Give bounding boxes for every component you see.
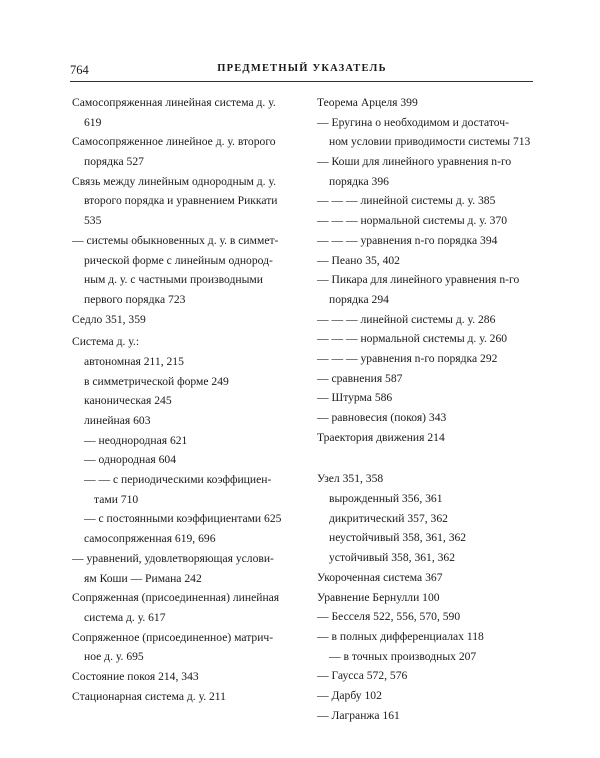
index-entry: Самосопряженная линейная система д. у. (72, 96, 276, 109)
index-entry: ное д. у. 695 (84, 650, 144, 664)
index-entry: 535 (84, 214, 102, 228)
index-entry: — Лагранжа 161 (317, 708, 400, 722)
page-number: 764 (70, 63, 89, 77)
index-entry: — Дарбу 102 (317, 688, 382, 702)
index-entry: — — — линейной системы д. у. 286 (317, 312, 496, 326)
index-entry: — в полных дифференциалах 118 (317, 629, 484, 643)
index-entry: — Еругина о необходимом и достаточ- (317, 115, 509, 129)
index-entry: — Бесселя 522, 556, 570, 590 (317, 610, 461, 624)
index-entry: порядка 396 (329, 174, 389, 188)
index-entry: второго порядка и уравнением Риккати (84, 194, 278, 208)
index-entry: система д. у. 617 (84, 610, 166, 624)
index-entry: Уравнение Бернулли 100 (317, 590, 440, 604)
index-entry: рической форме с линейным однород- (84, 253, 273, 267)
index-entry: дикритический 357, 362 (329, 511, 448, 525)
index-entry: Система д. у.: (72, 335, 140, 349)
index-entry: Седло 351, 359 (72, 312, 146, 326)
index-entry: Сопряженное (присоединенное) матрич- (72, 630, 274, 644)
index-entry: — Штурма 586 (317, 391, 393, 405)
index-entry: первого порядка 723 (84, 292, 186, 306)
index-entry: ном условии приводимости системы 713 (329, 135, 531, 149)
index-entry: Сопряженная (присоединенная) линейная (72, 591, 280, 605)
page-header (0, 0, 600, 80)
index-entry: — — — нормальной системы д. у. 260 (317, 332, 508, 346)
index-entry: — Пеано 35, 402 (317, 253, 400, 267)
index-entry: устойчивый 358, 361, 362 (329, 551, 456, 565)
index-entry: порядка 527 (84, 155, 144, 169)
index-entry: ям Коши — Римана 242 (84, 571, 202, 585)
index-entry: — — — нормальной системы д. у. 370 (317, 214, 508, 228)
index-entry: Состояние покоя 214, 343 (72, 669, 199, 683)
index-entry: Узел 351, 358 (317, 472, 384, 486)
index-entry: неустойчивый 358, 361, 362 (329, 531, 467, 545)
index-entry: в симметрической форме 249 (84, 374, 229, 388)
index-entry: Укороченная система 367 (317, 570, 443, 584)
index-entry: — однородная 604 (84, 453, 176, 467)
index-entry: каноническая 245 (84, 394, 172, 408)
index-entry: — — — линейной системы д. у. 385 (317, 194, 496, 208)
index-entry: — — с периодическими коэффициен- (84, 473, 272, 487)
index-column-left (72, 93, 292, 706)
index-entry: Самосопряженное линейное д. у. второго (72, 135, 276, 149)
header-rule (70, 81, 533, 82)
index-entry: Связь между линейным однородным д. у. (72, 174, 276, 188)
index-entry: линейная 603 (84, 414, 151, 427)
index-entry: порядка 294 (329, 292, 389, 306)
index-entry: — системы обыкновенных д. у. в симмет- (72, 233, 279, 247)
index-entry: — сравнения 587 (317, 371, 403, 385)
index-entry: — Гаусса 572, 576 (317, 669, 408, 683)
index-entry: — — — уравнения n-го порядка 394 (317, 233, 498, 247)
index-entry: Стационарная система д. у. 211 (72, 689, 226, 703)
index-entry: — в точных производных 207 (329, 649, 477, 663)
section-gap (317, 447, 537, 469)
index-entry: Теорема Арцеля 399 (317, 96, 418, 109)
index-entry: — Коши для линейного уравнения n-го (317, 155, 512, 169)
index-entry: самосопряженная 619, 696 (84, 532, 216, 546)
index-entry: ным д. у. с частными производными (84, 273, 263, 287)
index-entry: Траектория движения 214 (317, 430, 445, 444)
index-entry: — — — уравнения n-го порядка 292 (317, 351, 498, 365)
index-entry: тами 710 (94, 492, 139, 506)
index-entry: автономная 211, 215 (84, 354, 184, 368)
index-entry: — равновесия (покоя) 343 (317, 411, 447, 424)
index-entry: — неоднородная 621 (84, 433, 188, 447)
index-entry: — с постоянными коэффициентами 625 (84, 512, 282, 526)
index-entry: вырожденный 356, 361 (329, 492, 443, 506)
running-title: ПРЕДМЕТНЫЙ УКАЗАТЕЛЬ (217, 63, 387, 74)
index-entry: — Пикара для линейного уравнения n-го (317, 273, 520, 287)
index-column-right (317, 93, 537, 725)
index-entry: — уравнений, удовлетворяющая услови- (72, 551, 274, 565)
index-entry: 619 (84, 115, 102, 129)
